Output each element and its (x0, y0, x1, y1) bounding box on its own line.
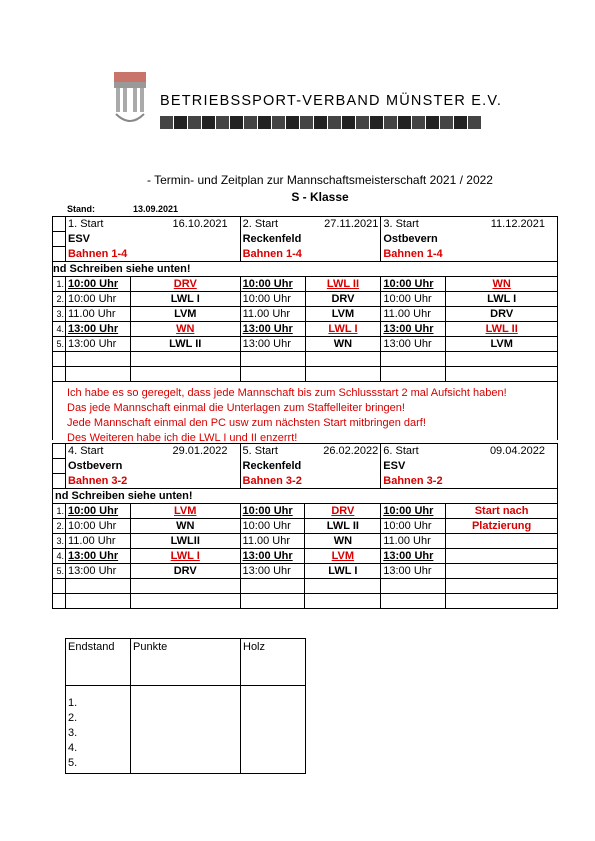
team-cell: DRV (305, 504, 381, 519)
lanes: Bahnen 3-2 (240, 474, 381, 489)
time-cell: 13:00 Uhr (381, 337, 446, 352)
start-date: 26.02.2022 (323, 445, 379, 458)
time-cell: 10:00 Uhr (240, 504, 305, 519)
start-label: 4. Start (67, 445, 104, 458)
time-cell: 10:00 Uhr (65, 277, 130, 292)
time-cell: 13:00 Uhr (240, 564, 305, 579)
venue: Ostbevern (65, 459, 240, 474)
time-cell: 10:00 Uhr (65, 519, 130, 534)
time-cell: 10:00 Uhr (381, 504, 446, 519)
organizer-notes (67, 386, 507, 446)
time-cell: 13:00 Uhr (240, 549, 305, 564)
place: 2. (68, 712, 78, 724)
team-cell: DRV (446, 307, 558, 322)
team-cell: LWL II (305, 277, 381, 292)
team-cell: LWL I (305, 564, 381, 579)
team-cell: LWL I (446, 292, 558, 307)
note-line: Das jede Mannschaft einmal die Unterlagen zum Staffelleiter bringen! (67, 402, 405, 414)
row-number: 5. (53, 337, 66, 352)
sport-pictograms (160, 116, 481, 129)
time-cell: 10:00 Uhr (240, 519, 305, 534)
team-cell: DRV (305, 292, 381, 307)
note-line: Ich habe es so geregelt, dass jede Mannschaft bis zum Schlussstart 2 mal Aufsicht haben! (67, 387, 507, 399)
venue: Reckenfeld (240, 232, 381, 247)
time-cell: 10:00 Uhr (240, 292, 305, 307)
note-line: Jede Mannschaft einmal den PC usw zum nächsten Start mitbringen darf! (67, 417, 426, 429)
team-cell: WN (130, 322, 240, 337)
start-date: 09.04.2022 (489, 445, 545, 458)
time-cell: 11.00 Uhr (381, 534, 446, 549)
place: 4. (68, 742, 78, 754)
venue: ESV (381, 459, 558, 474)
row-number: 5. (53, 564, 66, 579)
wood-header: Holz (241, 639, 306, 686)
time-cell: 10:00 Uhr (65, 504, 130, 519)
stand-label: Stand: (67, 204, 95, 214)
time-cell: 13:00 Uhr (240, 322, 305, 337)
time-cell: 11.00 Uhr (381, 307, 446, 322)
final-start-note: Start nach (446, 504, 558, 519)
points-header: Punkte (131, 639, 241, 686)
time-cell: 13:00 Uhr (381, 564, 446, 579)
class-title: S - Klasse (291, 190, 349, 204)
place: 3. (68, 727, 78, 739)
row-number: 1. (53, 277, 66, 292)
team-cell: LVM (305, 307, 381, 322)
start-label: 2. Start (242, 218, 279, 231)
start-label: 3. Start (383, 218, 419, 231)
final-start-note: Platzierung (446, 519, 558, 534)
team-cell: LWL II (446, 322, 558, 337)
row-number: 2. (53, 292, 66, 307)
row-number: 2. (53, 519, 66, 534)
lanes: Bahnen 3-2 (65, 474, 240, 489)
time-cell: 13:00 Uhr (65, 564, 130, 579)
row-number: 1. (53, 504, 66, 519)
time-cell: 10:00 Uhr (240, 277, 305, 292)
section-note: nd Schreiben siehe unten! (53, 262, 558, 277)
team-cell: WN (305, 534, 381, 549)
team-cell: LWL II (305, 519, 381, 534)
team-cell: LWLII (130, 534, 240, 549)
team-cell: WN (130, 519, 240, 534)
time-cell: 13:00 Uhr (65, 337, 130, 352)
team-cell: LWL I (305, 322, 381, 337)
lanes: Bahnen 1-4 (240, 247, 381, 262)
start-date: 27.11.2021 (324, 218, 379, 231)
team-cell: WN (305, 337, 381, 352)
team-cell: DRV (130, 277, 240, 292)
stand-date: 13.09.2021 (133, 204, 179, 214)
note-line: Des Weiteren habe ich die LWL I und II enzerrt! (67, 432, 298, 444)
start-date: 16.10.2021 (172, 218, 228, 231)
time-cell: 11.00 Uhr (65, 534, 130, 549)
start-label: 6. Start (383, 445, 419, 458)
team-cell: LWL I (130, 292, 240, 307)
venue: Ostbevern (381, 232, 558, 247)
place: 1. (68, 697, 78, 709)
lanes: Bahnen 1-4 (65, 247, 240, 262)
time-cell: 13:00 Uhr (381, 322, 446, 337)
time-cell: 10:00 Uhr (381, 519, 446, 534)
row-number: 4. (53, 549, 66, 564)
row-number: 3. (53, 534, 66, 549)
lanes: Bahnen 1-4 (381, 247, 558, 262)
lanes: Bahnen 3-2 (381, 474, 558, 489)
time-cell: 13:00 Uhr (65, 322, 130, 337)
schedule-title: - Termin- und Zeitplan zur Mannschaftsmeisterschaft 2021 / 2022 (147, 173, 493, 187)
time-cell: 10:00 Uhr (381, 277, 446, 292)
final-standings-table (65, 638, 306, 774)
start-label: 5. Start (242, 445, 278, 458)
time-cell: 10:00 Uhr (381, 292, 446, 307)
team-cell: LVM (130, 307, 240, 322)
start-date: 29.01.2022 (172, 445, 228, 458)
team-cell: LVM (446, 337, 558, 352)
place: 5. (68, 757, 78, 769)
verband-logo (110, 70, 150, 130)
row-number: 3. (53, 307, 66, 322)
time-cell: 11.00 Uhr (240, 534, 305, 549)
schedule-block-2 (52, 443, 558, 609)
time-cell: 13:00 Uhr (381, 549, 446, 564)
team-cell: LWL I (130, 549, 240, 564)
team-cell: DRV (130, 564, 240, 579)
standings-header: Endstand (66, 639, 131, 686)
row-number: 4. (53, 322, 66, 337)
start-label: 1. Start (67, 218, 104, 231)
venue: Reckenfeld (240, 459, 381, 474)
team-cell: LVM (130, 504, 240, 519)
time-cell: 13:00 Uhr (65, 549, 130, 564)
time-cell: 11.00 Uhr (240, 307, 305, 322)
team-cell: WN (446, 277, 558, 292)
time-cell: 11.00 Uhr (65, 307, 130, 322)
team-cell: LVM (305, 549, 381, 564)
time-cell: 10:00 Uhr (65, 292, 130, 307)
brand-name: BETRIEBSSPORT-VERBAND MÜNSTER E.V. (160, 93, 503, 109)
start-date: 11.12.2021 (490, 218, 545, 231)
team-cell: LWL II (130, 337, 240, 352)
venue: ESV (65, 232, 240, 247)
time-cell: 13:00 Uhr (240, 337, 305, 352)
section-note: nd Schreiben siehe unten! (53, 489, 558, 504)
